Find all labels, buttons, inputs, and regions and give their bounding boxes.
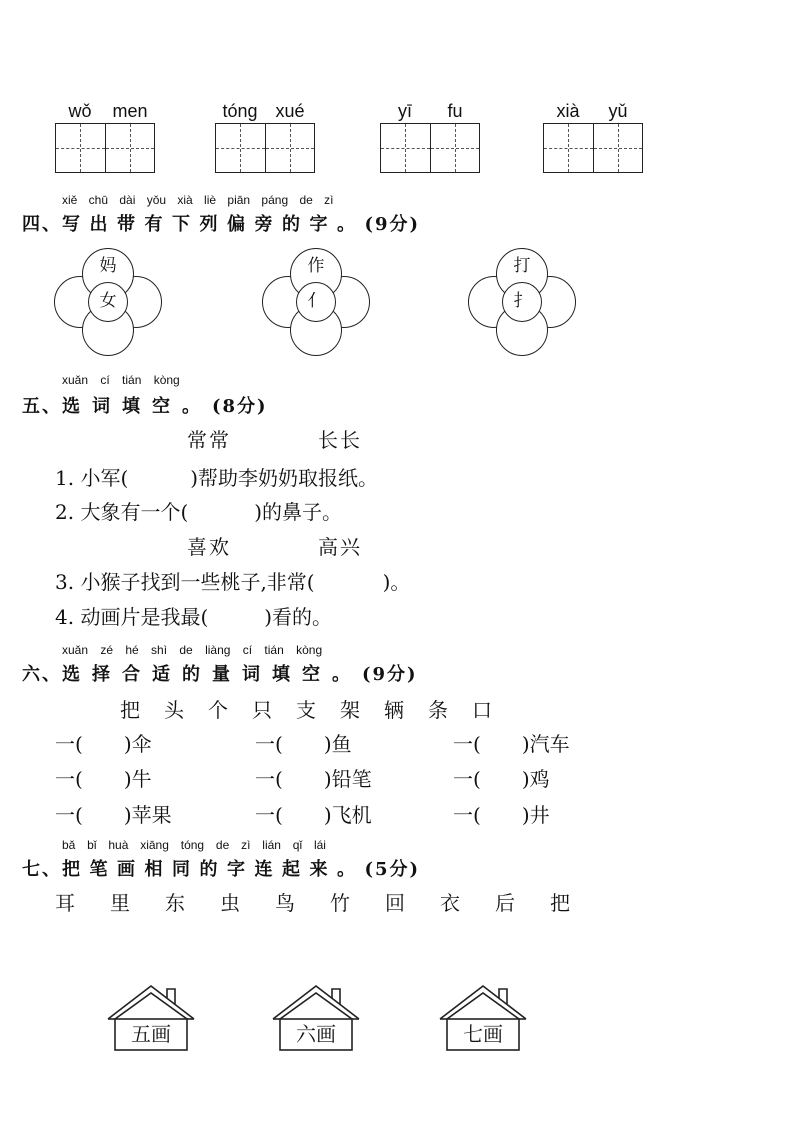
character-item: 衣: [440, 891, 460, 915]
answer-blank: [283, 767, 324, 791]
section-score: (9分): [364, 214, 421, 235]
section5-heading: [22, 396, 268, 418]
pinyin-syllable: fu: [447, 101, 463, 121]
character-item: 把: [550, 891, 570, 915]
house-label: 五画: [131, 1022, 171, 1046]
measure-word-item: [55, 732, 152, 756]
section7-heading: [22, 859, 420, 881]
item-prefix: 一(: [255, 732, 283, 756]
house-label: 六画: [296, 1022, 336, 1046]
item-prefix: 一(: [453, 767, 481, 791]
house-label: 七画: [463, 1022, 503, 1046]
house-six-strokes: [271, 984, 361, 1052]
pinyin-label-xiayu: [543, 100, 643, 122]
measure-word-item: [55, 803, 172, 827]
question-text-before: 3. 小猴子找到一些桃子,非常(: [55, 570, 315, 594]
question-3: [55, 570, 410, 594]
character-item: 回: [385, 891, 405, 915]
answer-blank: [481, 767, 522, 791]
item-noun: )飞机: [323, 803, 372, 827]
character-row: [55, 891, 570, 915]
item-prefix: 一(: [453, 803, 481, 827]
section-title: 选择合适的量词填空。: [62, 664, 362, 685]
character-item: 里: [110, 891, 130, 915]
question-text-after: )看的。: [264, 605, 333, 629]
measure-word: 辆: [384, 698, 404, 722]
item-prefix: 一(: [55, 732, 83, 756]
section-number: 七、: [22, 859, 62, 880]
character-item: 东: [165, 891, 185, 915]
item-noun: )苹果: [123, 803, 172, 827]
flower-center: [88, 282, 128, 322]
pinyin-syllable: xué: [275, 101, 305, 121]
house-seven-strokes: [438, 984, 528, 1052]
item-prefix: 一(: [255, 803, 283, 827]
writing-cell: [265, 124, 315, 172]
section-score: (9分): [362, 664, 418, 685]
measure-word-item: [453, 767, 550, 791]
item-noun: )汽车: [521, 732, 570, 756]
measure-word-item: [255, 767, 372, 791]
writing-grid-tongxue: [215, 123, 315, 173]
measure-word: 只: [252, 698, 272, 722]
writing-grid-women: [55, 123, 155, 173]
answer-blank: [208, 605, 264, 629]
question-text-before: 4. 动画片是我最(: [55, 605, 209, 629]
character-item: 后: [495, 891, 515, 915]
example-character: 作: [307, 256, 325, 276]
measure-word-bank: [120, 698, 492, 722]
item-prefix: 一(: [255, 767, 283, 791]
radical-character: 扌: [513, 291, 531, 311]
radical-flower-nv: [54, 248, 162, 356]
section-number: 五、: [22, 396, 62, 417]
section-title: 选词填空。: [62, 396, 212, 417]
pinyin-label-yifu: [380, 100, 480, 122]
writing-cell: [593, 124, 643, 172]
item-prefix: 一(: [55, 803, 83, 827]
house-five-strokes: [106, 984, 196, 1052]
item-noun: )鱼: [323, 732, 352, 756]
answer-blank: [188, 500, 254, 524]
measure-word: 头: [164, 698, 184, 722]
pinyin-label-women: [55, 100, 155, 122]
question-text-after: )的鼻子。: [254, 500, 343, 524]
radical-flower-shou: [468, 248, 576, 356]
writing-cell: [216, 124, 265, 172]
item-prefix: 一(: [55, 767, 83, 791]
section-score: (8分): [212, 396, 268, 417]
measure-word-item: [55, 767, 152, 791]
word-option: 常常: [187, 428, 231, 452]
character-item: 鸟: [275, 891, 295, 915]
measure-word-item: [453, 732, 570, 756]
item-noun: )铅笔: [323, 767, 372, 791]
character-item: 耳: [55, 891, 75, 915]
answer-blank: [481, 732, 522, 756]
writing-grid-xiayu: [543, 123, 643, 173]
item-noun: )鸡: [521, 767, 550, 791]
measure-word: 口: [472, 698, 492, 722]
answer-blank: [283, 803, 324, 827]
answer-blank: [128, 466, 190, 490]
character-item: 虫: [220, 891, 240, 915]
answer-blank: [481, 803, 522, 827]
radical-flower-ren: [262, 248, 370, 356]
section-number: 六、: [22, 664, 62, 685]
example-character: 打: [513, 256, 531, 276]
item-noun: )井: [521, 803, 550, 827]
section6-pinyin: xuǎn zé hé shì de liàng cí tián kòng: [62, 643, 323, 657]
writing-cell: [381, 124, 430, 172]
item-noun: )牛: [123, 767, 152, 791]
word-option: 喜欢: [187, 535, 231, 559]
section5-pinyin: xuǎn cí tián kòng: [62, 373, 180, 387]
section4-heading: [22, 214, 420, 236]
question-1: [55, 466, 378, 490]
answer-blank: [315, 570, 383, 594]
measure-word-item: [255, 732, 352, 756]
section-score: (5分): [364, 859, 421, 880]
answer-blank: [83, 803, 124, 827]
flower-center: [502, 282, 542, 322]
section7-pinyin: bǎ bǐ huà xiāng tóng de zì lián qǐ lái: [62, 838, 326, 852]
question-text-after: )。: [382, 570, 411, 594]
measure-word: 支: [296, 698, 316, 722]
item-prefix: 一(: [453, 732, 481, 756]
section-title: 把笔画相同的字连起来。: [62, 859, 365, 880]
writing-cell: [544, 124, 593, 172]
pinyin-syllable: xià: [556, 101, 580, 121]
measure-word-item: [453, 803, 550, 827]
question-text-before: 1. 小军(: [55, 466, 129, 490]
pinyin-syllable: men: [112, 101, 148, 121]
writing-cell: [56, 124, 105, 172]
measure-word: 架: [340, 698, 360, 722]
pinyin-syllable: yī: [397, 101, 412, 121]
flower-center: [296, 282, 336, 322]
radical-character: 女: [99, 291, 117, 311]
measure-word: 个: [208, 698, 228, 722]
answer-blank: [83, 732, 124, 756]
pinyin-label-tongxue: [215, 100, 315, 122]
radical-character: 亻: [307, 291, 325, 311]
section4-pinyin: xiě chū dài yǒu xià liè piān páng de zì: [62, 193, 334, 207]
measure-word: 条: [428, 698, 448, 722]
answer-blank: [283, 732, 324, 756]
answer-blank: [83, 767, 124, 791]
question-4: [55, 605, 332, 629]
word-option: 长长: [318, 428, 362, 452]
measure-word-item: [255, 803, 372, 827]
writing-grid-yifu: [380, 123, 480, 173]
pinyin-syllable: wǒ: [68, 101, 92, 121]
section-number: 四、: [22, 214, 62, 235]
measure-word: 把: [120, 698, 140, 722]
question-text-before: 2. 大象有一个(: [55, 500, 189, 524]
example-character: 妈: [99, 256, 117, 276]
pinyin-syllable: tóng: [222, 101, 258, 121]
question-2: [55, 500, 342, 524]
writing-cell: [105, 124, 155, 172]
word-option: 高兴: [318, 535, 362, 559]
character-item: 竹: [330, 891, 350, 915]
section-title: 写出带有下列偏旁的字。: [62, 214, 365, 235]
question-text-after: )帮助李奶奶取报纸。: [190, 466, 379, 490]
pinyin-syllable: yǔ: [608, 101, 628, 121]
writing-cell: [430, 124, 480, 172]
section6-heading: [22, 664, 418, 686]
item-noun: )伞: [123, 732, 152, 756]
